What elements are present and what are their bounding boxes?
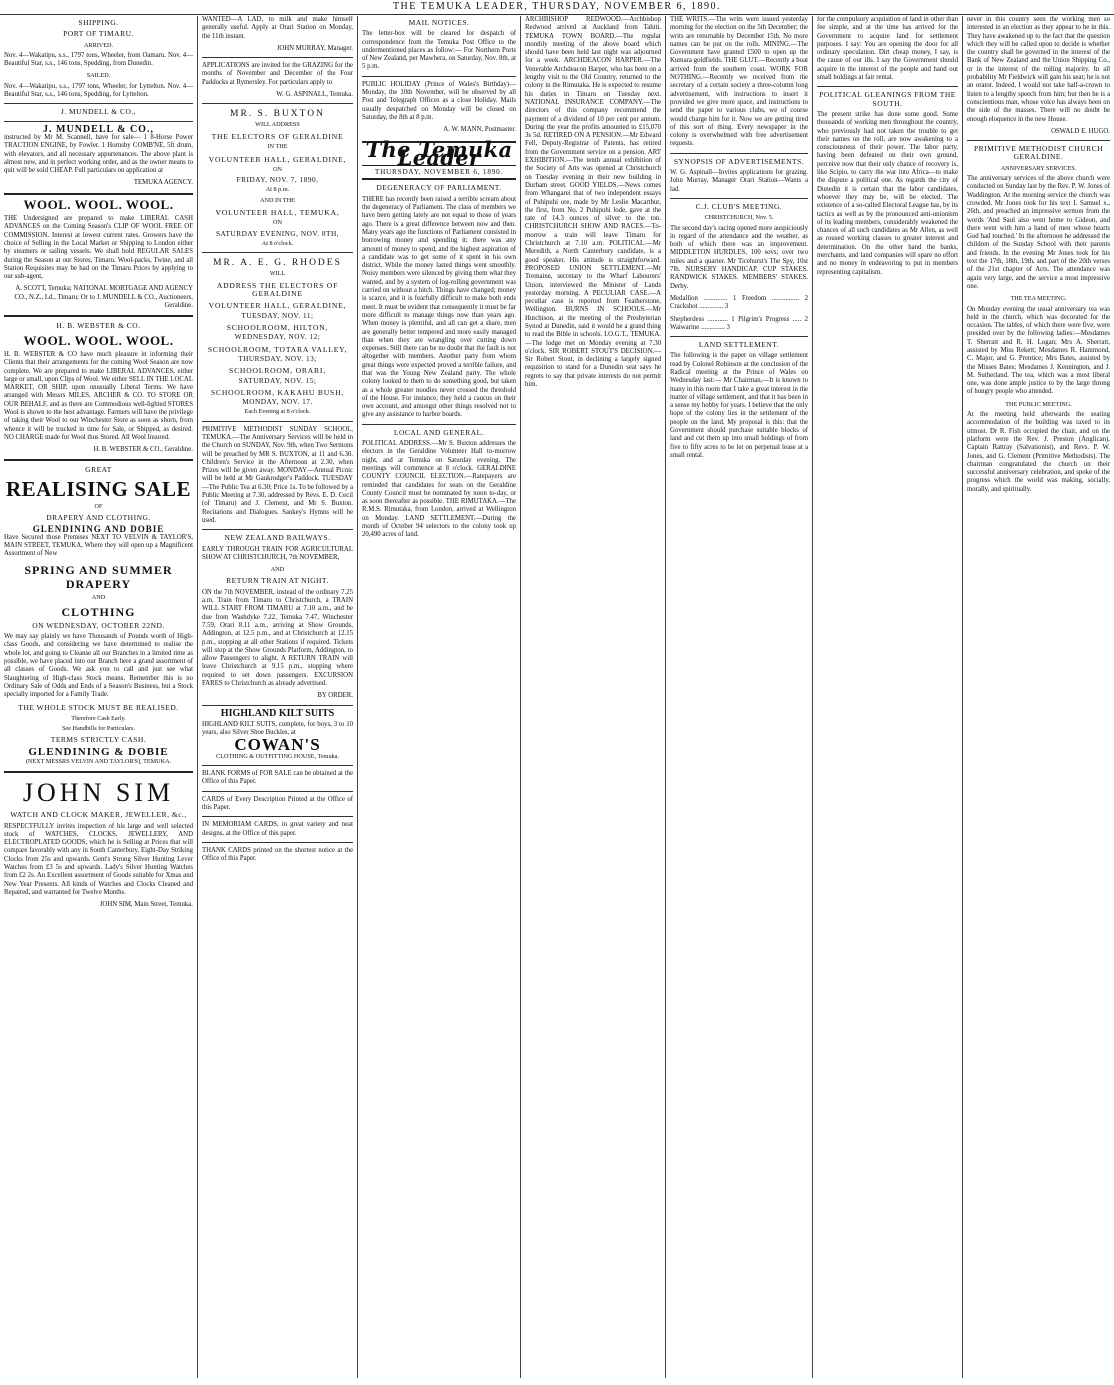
column-6: [812, 16, 962, 1378]
rhodes-will: WILL: [269, 269, 286, 277]
wool-agent-1: A. SCOTT, Temuka; NATIONAL MORTGAGE AND AGENCY CO., N.Z., Ld., Timaru; Or to J. MUNDELL & CO., Auctioneers, Geraldine.: [14, 285, 193, 310]
sale-great: GREAT: [85, 465, 112, 475]
rhodes-venue-3: SCHOOLROOM, TOTARA VALLEY,: [207, 344, 348, 354]
newspaper-title: The Temuka Leader: [362, 141, 516, 167]
club-derby: Medallion .............. 1 Freedom ................ 2 Crackshot .............. 3: [670, 294, 808, 311]
rhodes-date-2: WEDNESDAY, NOV. 12;: [234, 332, 321, 342]
rhodes-date-1: TUESDAY, NOV. 11;: [241, 310, 314, 320]
sale-date: ON WEDNESDAY, OCTOBER 22ND.: [32, 620, 165, 630]
editorial-text: THERE has recently been raised a terrible scream about the degeneracy of Parliament. The class of members we have been getting lately are not equal to those of years ago. There is a great difference between now and then. Many years ago the functions of Parliament consisted in borrowing money and spending it; there was any amount of money to spend, and the highest aspiration of a candidate was to get some of it spent in his own district. While the money lasted things went smoothly. Noisy members were silenced by giving them what they wanted, and by a system of log-rolling government was carried on without a hitch. Things have changed; money is scarce, and it is fearfully difficult to make both ends meet. It must be evident that consequently it must be far more difficult to manage things now than years ago. When money is plentiful, and all can get a share, men are generally better tempered and more easily managed than when they are wrangling over cutting down expenses. Still there can be no doubt that the fault is not altogether with members. Another party from whom great things were expected proved a terrible failure, and that was the Young New Zealand party. The whole colony looked to them to do something good, but taken as a whole greater noodles never crossed the threshold of the House. For instance, they held a caucus on their own account, and amongst other things resolved not to give any assistance to harbor boards.: [362, 195, 516, 419]
arrived-label: ARRIVED.: [83, 41, 114, 49]
column-7: [962, 16, 1114, 1378]
buxton-electors: THE ELECTORS OF GERALDINE: [211, 131, 344, 141]
rhodes-date-4: SATURDAY, NOV. 15;: [238, 375, 317, 385]
divider: [817, 86, 958, 87]
rhodes-date-3: THURSDAY, NOV. 13;: [238, 353, 317, 363]
gleanings-heading: POLITICAL GLEANINGS FROM THE SOUTH.: [819, 90, 956, 108]
divider: [202, 57, 353, 58]
buxton-venue-1: VOLUNTEER HALL, GERALDINE,: [208, 154, 347, 164]
church-text: The anniversary services of the above church were conducted on Sunday last by the Rev. P. W. Jones of Waddington. At the morning service the church was crowded. Mr Jones took for his text I. Samuel x., 26th, and preached an impressive sermon from the words 'And Saul also went home to Gideon, and there went with him a band of men whose hearts God had touched.' In the afternoon he addressed the children of the Sunday School with their parents and friends. In the evening Mr Jones took for his text the 17th, 18th, 19th, and part of the 20th verses of the 21st chapter of Acts. The attendance was again very large, and the service a most impressive one.: [967, 175, 1110, 290]
church-heading: PRIMITIVE METHODIST CHURCH GERALDINE.: [973, 144, 1104, 162]
divider: [362, 76, 516, 77]
divider: [967, 140, 1110, 141]
small-ad-2: CARDS of Every Description Printed at the Office of this Paper.: [202, 795, 353, 811]
sale-of: OF: [94, 502, 103, 510]
mail-text: The letter-box will be cleared for despatch of correspondence from the Temuka Post Office to the undermentioned places as follow:— For Northern Ports of New Zealand, per Mawhera, on Saturday, Nov. 8th, at 5 p.m.: [362, 30, 516, 71]
gleanings-text: The present strike has done some good. Some thousands of working men throughout the country, who previously had not taken the trouble to get their names on the roll, are now awakening to a consciousness of their power. The labor party, having been defeated on their own ground, perceive now that their only chance of recovery is, like Scipio, to carry the war into Africa—to make the dispute a political one. As regards the city of Dunedin it is certain that the labor candidates, whoever they may be, will be elected. The existence of a so-called Electoral League has, by its tactics as well as by the pronounced anti-unionism of its leading members, considerably weakened the chances of all such candidates as Mr Allen, as well as roused working classes to greater interest and determination. On the other hand the banks, merchants, and land companies will spare no effort and no money in endeavoring to put in members representing capitalism.: [817, 110, 958, 276]
small-ad-1: BLANK FORMS of FOR SALE can be obtained at the Office of this Paper.: [202, 770, 353, 786]
rhodes-date-5: MONDAY, NOV. 17.: [242, 397, 313, 407]
church-sub: ANNIVERSARY SERVICES.: [1000, 164, 1077, 172]
sale-subtitle: DRAPERY AND CLOTHING.: [46, 513, 151, 523]
divider: [670, 153, 808, 154]
sale-handbills: See Handbills for Particulars.: [62, 725, 135, 733]
railways-title: EARLY THROUGH TRAIN FOR AGRICULTURAL SHOW AT CHRISTCHURCH, 7th NOVEMBER,: [202, 545, 353, 561]
buxton-time-1: At 8 p.m.: [265, 186, 290, 194]
sale-firm: GLENDINING AND DOBIE: [32, 524, 165, 535]
mail-heading: MAIL NOTICES.: [408, 18, 470, 27]
writs-text: THE WRITS.—The writs were issued yesterday morning for the election on the 5th December; the writs are returnable by December 15th. No more names can be put on the rolls. MINING.—The Government have granted £500 to open up the Kumara goldfields. THE GLUT.—Recently a boat arrived from the southern coast. WORK FOR NOTHING.—Recently we received from the secretary of a certain society a three-column long advertisement, with instructions to insert it provided we give more space, and instructions to send the paper to various clubs, we of course would charge him for it. Now we are getting tired of this sort of thing. Every newspaper in the colony is overwhelmed with free advertisement requests.: [670, 16, 808, 148]
rhodes-foot: Each Evening at 8 o'clock.: [244, 408, 311, 416]
cowans-name: COWAN'S: [234, 735, 321, 755]
column-3: [357, 16, 520, 1378]
sim-line: WATCH AND CLOCK MAKER, JEWELLER, &c.,: [10, 810, 187, 820]
editorial-heading: DEGENERACY OF PARLIAMENT.: [376, 183, 502, 193]
railways-heading: NEW ZEALAND RAILWAYS.: [224, 533, 331, 543]
wanted-signature: JOHN MURRAY, Manager.: [276, 44, 353, 52]
webster-signature: H. B. WEBSTER & CO., Geraldine.: [93, 446, 193, 454]
buxton-date-1: FRIDAY, NOV. 7, 1890,: [236, 175, 319, 185]
club-sub: CHRISTCHURCH, Nov. 5.: [704, 214, 774, 222]
divider: [670, 336, 808, 337]
club-stakes: Shepherdess ............ 1 Pilgrim's Progress ..... 2 Waiwarine .............. 3: [670, 315, 808, 331]
mundell-heading: J. MUNDELL & CO.,: [60, 107, 137, 117]
divider: [202, 816, 353, 817]
divider: [202, 791, 353, 792]
wool-heading-2: WOOL. WOOL. WOOL.: [23, 332, 174, 348]
sim-name: JOHN SIM: [22, 778, 175, 808]
sale-terms: TERMS STRICTLY CASH.: [50, 735, 147, 745]
small-ad-3: IN MEMORIAM CARDS, in great variety and neat designs, at the Office of this paper.: [202, 821, 353, 837]
divider: [202, 529, 353, 530]
applications-text: APPLICATIONS are invited for the GRAZING for the months of November and December of the Four Paddocks at Rymersley. For particulars apply to: [202, 62, 353, 86]
sailed-text: Nov. 4—Wakatipu, s.s., 1797 tons, Wheeler, for Lyttelton. Nov. 4—Beautiful Star, s.s., 146 tons, Spedding, for Lyttelton.: [4, 82, 193, 99]
sale-and: AND: [91, 593, 106, 601]
sale-firm-2: GLENDINING & DOBIE: [28, 745, 169, 758]
railways-and: AND: [270, 566, 285, 574]
kilt-text: HIGHLAND KILT SUITS, complete, for boys, 3 to 10 years, also Silver Shoe Buckles, at: [202, 720, 353, 737]
gleanings-signature: OSWALD E. HUGO.: [1051, 127, 1110, 135]
buxton-on-2: ON: [273, 219, 282, 227]
tea-text: On Monday evening the usual anniversary tea was held in the church, which was decorated for the occasion. The tables, of which there were five, were presided over by the following ladies:—Mesdames T. Sherratt and R. H. Logan; Mrs A. Sherratt, assisted by Miss Rekett; Mesdames R. Hammond, C. Major, and G. Prentice; Mrs Bates, assisted by the Misses Bates; Mesdames J. Kennington, and J. M. Sutherland. The tea, which was a most liberal one, was done ample justice to by the large throng of hungry people who attended.: [967, 305, 1110, 396]
divider: [4, 459, 193, 461]
mundell-signature: TEMUKA AGENCY.: [133, 179, 193, 187]
land-heading: LAND SETTLEMENT.: [698, 340, 780, 350]
small-ad-4: THANK CARDS printed on the shortest notice at the Office of this Paper.: [202, 846, 353, 863]
buxton-on-1: ON: [273, 165, 282, 173]
railways-text: ON the 7th NOVEMBER, instead of the ordinary 7.25 a.m. Train from Timaru to Christchurch, a TRAIN WILL START FROM TIMARU at 7.10 a.m., and be due from Washdyke 7.22, Temuka 7.47, Winchester 7.59, Orari 8.11 a.m., arriving at Show Grounds, Addington, at 12.5 p.m., and at Christchurch at 12.15 p.m., stopping at all other Stations if required. Tickets will stop at the Show Grounds Platform, Addington, to allow Passengers to alight. A RETURN TRAIN will leave Christchurch at 9.15 p.m., stopping where required to set down passengers. EXCURSION FARES to Christchurch as already advertised.: [202, 588, 353, 687]
page-header: THE TEMUKA LEADER, THURSDAY, NOVEMBER 6, 1890.: [0, 0, 1114, 15]
sim-signature: JOHN SIM, Main Street, Temuka.: [99, 901, 193, 909]
column-4: [520, 16, 665, 1378]
buxton-time-2: At 8 o'clock.: [261, 239, 294, 247]
land-text: The following is the paper on village settlement read by Colonel Robinson at the conclusion of the Radical meeting at the Prince of Wales on Wednesday last:— Mr Chairman,—It is known to many in this room that I take a great interest in the matter of village settlement, and that it has been in a sense my hobby for years. I believe that the only hope of the colony lies in the settlement of the people on the land. My proposal is this: that the Government should purchase suitable blocks of land and cut them up into small holdings of from five to fifty acres to be let on perpetual lease at a small rental.: [670, 352, 808, 459]
buxton-venue-2: VOLUNTEER HALL, TEMUKA,: [215, 208, 340, 218]
shipping-heading: SHIPPING.: [78, 18, 119, 27]
rhodes-venue-5: SCHOOLROOM, KAKAHU BUSH,: [210, 387, 345, 397]
column-1: [0, 16, 197, 1378]
wool-text-1: THE Undersigned are prepared to make LIBERAL CASH ADVANCES on the Coming Season's CLIP OF WOOL FREE OF COMMISSION. Interest at lowest current rates. Growers have the choice of Selling in the Local Market or Shipping to London either by steamers or sailing vessels. We shall hold REGULAR SALES during the Season at our Stores, Timaru. Wool-packs, Twine, and all Station Requisites may be had on the Timaru Prices by applying to our sub-agent,: [4, 215, 193, 281]
column-5: [665, 16, 812, 1378]
buxton-speaker: MR. S. BUXTON: [230, 109, 325, 120]
sailed-label: SAILED.: [86, 72, 111, 80]
mundell-title: J. MUNDELL & CO.,: [43, 123, 154, 135]
divider: [202, 842, 353, 843]
local-news-text: ARCHBISHOP REDWOOD.—Archbishop Redwood arrived at Auckland from Tahiti. TEMUKA TOWN BOARD.—The regular monthly meeting of the above board which should have been held last night was adjourned for a week. ARCHDEACON HARPER.—The Venerable Archdeacon Harper, who has been on a lengthy visit to the Old Country, returned to the colony in the Rimutaka. He is expected to resume his duties in Timaru on Tuesday next. NATIONAL INSURANCE COMPANY.—The directors of this company recommend the payment of a dividend of 10 per cent per annum. During the year the profits amounted to £15,070 3s 5d. RETIRED ON A PENSION.—Mr Edward Fell, Deputy-Registrar of Patents, has retired from the Government service on a pension. ART EXHIBITION.—The tenth annual exhibition of the Society of Arts was opened at Christchurch on Tuesday evening in their new building in Durham street. GOOD YIELDS.—News comes from Whangarei that of two independent essays of Puhipuhi ore, made by Mr Leslie Macarthur, the first, from No. 2 Puhipuhi lode, gave at the rate of 14.3 ounces of silver to the ton. CHRISTCHURCH SHOW AND RACES.—To-morrow a train will leave Timaru for Christchurch at 7.10 a.m. POLITICAL.—Mr Meredith, a North Canterbury candidate, is a good speaker. His attitude is straightforward. PROPOSED UNION SETTLEMENT.—Mr Tremaine, secretary to the Wharf Labourers' Union, interviewed the Minister of Lands yesterday morning. A PECULIAR CASE.—A peculiar case is reported from Featherstone, Wellington. BURNS IN SCHOOLS.—Mr Hutchison, at the meeting of the Presbyterian Synod at Dunedin, said it would be a grand thing to read the Bible in schools. I.O.G.T., TEMUKA.—The lodge met on Monday evening at 7.30 o'clock. SIR ROBERT STOUT'S DECISION.—Sir Robert Stout, in declining a largely signed requisition to stand for a Dunedin seat says he regrets to say that private interests do not permit him.: [525, 16, 661, 389]
arrived-text: Nov. 4—Wakatipu, s.s., 1797 tons, Wheeler, from Oamaru. Nov. 4—Beautiful Star, s.s., 146 tons, Spedding, from Dunedin.: [4, 51, 193, 68]
sale-text: Have Secured those Premises NEXT TO VELVIN & TAYLOR'S, MAIN STREET, TEMUKA, Where they will open up a Magnificent Assortment of New: [4, 533, 193, 558]
divider: [202, 252, 353, 253]
sale-spring: SPRING AND SUMMER DRAPERY: [24, 562, 173, 591]
divider: [4, 103, 193, 104]
buxton-in-the: IN THE: [267, 143, 288, 151]
applications-signature: W. G. ASPINALL, Temuka.: [276, 91, 353, 99]
gleanings-continued-text: never in this country seen the working men so interested in an election as they appear to be in this. They have awakened up to the fact that the question which they will be called upon to decide is whether the country shall be governed in the interest of the Bank of New Zealand and the Union Shipping Co., or in the interest of the toiling majority. In all probability Mr Fieldwick will gain his seat; he is not an orator. Indeed, I would not take half-a-crown to listen to a lengthy speech from him; but then he is a conscientious man, whose voice has always been on the side of the masses. There will no doubt be enough eloquence in the new House.: [967, 16, 1110, 123]
local-heading: LOCAL AND GENERAL.: [393, 427, 485, 437]
club-text: The second day's racing opened more auspiciously in regard of the attendance and the weather, as both of which there was an improvement. MIDDLETON HURDLES, 100 sovs; over two miles and a quarter. Mr Ticehurst's The Spy, 10st 7lb. NURSERY HANDICAP. CUP STAKES. RANDWICK STAKES. MEMBERS' STAKES. Derby.: [670, 224, 808, 290]
public-text: At the meeting held afterwards the seating accommodation of the building was taxed to its utmost. Dr R. Fish occupied the chair, and on the platform were the Rev. J. Preston (Anglican), Captain Rattray (Salvationist), and Revs. P. W. Jones, and G. Clement (Primitive Methodists). The chairman congratulated the church on their successful anniversary celebration, and spoke of the progress which the world was making, socially, morally, and spiritually.: [967, 411, 1110, 493]
railways-return: RETURN TRAIN AT NIGHT.: [226, 576, 329, 586]
shipping-port: PORT OF TIMARU.: [63, 29, 134, 39]
holiday-signature: A. W. MANN, Postmaster.: [443, 126, 516, 134]
rhodes-address: ADDRESS THE ELECTORS OF GERALDINE: [216, 280, 339, 299]
divider: [4, 193, 193, 195]
newspaper-date: THURSDAY, NOVEMBER 6, 1890.: [362, 168, 516, 180]
methodist-notice: PRIMITIVE METHODIST SUNDAY SCHOOL, TEMUKA.—The Anniversary Services will be held in the Church on SUNDAY, Nov. 9th, when Two Sermons will be preached by MR S. BUXTON, at 11 and 6.30. Children's Service in the Afternoon at 2.30, when Prizes will be given away. MONDAY—Annual Picnic will be held at Mr Gaukrodger's Paddock. TUESDAY—The Public Tea at 6.30; Price 1s. To be followed by a Public Meeting at 7.30, addressed by Revs. E. D. Cecil (of Timaru) and J. Clement, and Mr S. Buxton. Recitations and Dialogues. Sankey's Hymns will be used.: [202, 425, 353, 524]
wool-heading-1: WOOL. WOOL. WOOL.: [23, 196, 174, 212]
rhodes-speaker: MR. A. E. G. RHODES: [213, 258, 342, 269]
club-heading: C.J. CLUB'S MEETING.: [695, 201, 783, 211]
public-heading: THE PUBLIC MEETING.: [1005, 400, 1072, 408]
divider: [202, 421, 353, 422]
sim-text: RESPECTFULLY invites inspection of his large and well selected stock of WATCHES, CLOCKS, JEWELLERY, AND ELECTROPLATED GOODS, which he is Selling at Prices that will compare favorably with any in South Canterbury. Eight-Day Striking Clocks from 25s and upwards. Gent's Strong Silver Hunting Lever Watches from £3 5s and upwards. Lady's Silver Hunting Watches from £2 2s. An Excellent assortment of Goods suitable for Xmas and New Year Presents. All kinds of Watches and Clocks Cleaned and Repaired, and warranted for Twelve Months.: [4, 822, 193, 896]
kilt-heading: HIGHLAND KILT SUITS: [220, 707, 335, 719]
railways-signature: BY ORDER.: [317, 692, 353, 700]
rhodes-venue-2: SCHOOLROOM, HILTON,: [226, 323, 329, 333]
buxton-will: WILL ADDRESS: [255, 120, 300, 128]
rhodes-venue-4: SCHOOLROOM, ORARI,: [229, 366, 326, 376]
divider: [362, 424, 516, 425]
holiday-text: PUBLIC HOLIDAY (Prince of Wales's Birthday)—Monday, the 10th November, will be observed by all Post and Telegraph Offices as a close Holiday. Mails usually despatched on Monday will be closed on Saturday, the 8th at 8 p.m.: [362, 80, 516, 121]
buxton-and-in: AND IN THE: [260, 196, 295, 204]
divider: [202, 765, 353, 766]
sale-text-2: We may say plainly we have Thousands of Pounds worth of High-class Goods, and considering we have determined to realise the whole lot, and going to Cleanse all our Branches in a limited time as possible, we have placed into our Branch here a grand assortment of all classes of Goods. We ask you to call and just see what Slaughtering of High-class Stock means. Remember this is no Ordinary Sale of Odds and Ends of a Season's Business, but a Stock specially imported for a Family Trade.: [4, 633, 193, 699]
divider: [670, 198, 808, 199]
wanted-text: WANTED—A LAD, to milk and make himself generally useful. Apply at Orari Station on Monday, the 11th instant.: [202, 16, 353, 40]
synopsis-text: W. G. Aspinall—Invites applications for grazing. John Murray, Manager Orari Station—Wants a lad.: [670, 169, 808, 193]
local-text: POLITICAL ADDRESS.—Mr S. Buxton addresses the electors in the Geraldine Volunteer Hall to-morrow night, and at Temuka on Saturday evening. The meetings will commence at 8 o'clock. GERALDINE COUNTY COUNCIL ELECTION.—Ratepayers are reminded that candidates for seats on the Geraldine County Council must be nominated by noon to-day, or as soon thereafter as possible. THE RIMUTAKA.—The R.M.S. Rimutaka, from London, arrived at Wellington on Monday. LAND SETTLEMENT.—During the month of October 94 selectors to the colony took up 20,490 acres of land.: [362, 440, 516, 539]
sale-title: REALISING SALE: [6, 476, 191, 501]
sale-cash: Therefore Cash Early.: [71, 714, 126, 722]
divider: [202, 705, 353, 706]
divider: [4, 771, 193, 773]
divider: [4, 315, 193, 317]
mundell-text: instructed by Mr M. Scannell, have for sale— 1 8-Horse Power TRACTION ENGINE, by Fowler. 1 Hornsby COMB'NE, 5ft drum, with elevators, and all necessary appurtenances. The above plant is almost new, and in perfect working order, and as the owner means to quit will be sold CHEAP. Full particulars on application at: [4, 133, 193, 175]
divider: [4, 121, 193, 122]
webster-firm: H. B. WEBSTER & CO.: [56, 321, 141, 331]
synopsis-heading: SYNOPSIS OF ADVERTISEMENTS.: [673, 156, 805, 166]
land-continued-text: for the compulsory acquisition of land in other than fee simple, and at the time has arrived for the Government to acquire land for settlement purposes. I say: You are opening the door for all ordinary speculation. Dirt cheap money, I say, is the cause of our ills. I say the Government should acquire in the interest of the people and hand out small holdings at fair rental.: [817, 16, 958, 82]
sale-whole: THE WHOLE STOCK MUST BE REALISED.: [18, 702, 179, 712]
buxton-date-2: SATURDAY EVENING, NOV. 8TH,: [215, 228, 340, 238]
divider: [202, 103, 353, 104]
wool-text-2: H. B. WEBSTER & CO have much pleasure in informing their Clients that their arrangements for the coming Wool Season are now complete. We are prepared to make LIBERAL ADVANCES, either large or small, upon Clips of Wool. We either SELL IN THE LOCAL MARKET, OR SHIP, upon unusually Liberal Terms. We have arranged with Messrs MILES, ARCHER & CO. TO STORE OR OUR BEHALF, and as there are Commodious well-lighted STORES Wool is shown to the best advantage. Farmers will have the privilege of taking their Wool to our Winchester Store as soon as shorn, from whence it will be trucked in time for Sale, or Shipped, as desired. NO CHARGE made for Wool thus Stored. All Wool Insured.: [4, 350, 193, 441]
sale-clothing: CLOTHING: [61, 604, 136, 619]
rhodes-venue-1: VOLUNTEER HALL, GERALDINE,: [208, 301, 347, 311]
cowans-sub: CLOTHING & OUTFITTING HOUSE, Temuka.: [216, 752, 339, 760]
column-2: [197, 16, 357, 1378]
sale-firm-sub: (NEXT MESSRS VELVIN AND TAYLOR'S), TEMUKA.: [25, 758, 172, 765]
tea-heading: THE TEA MEETING.: [1010, 295, 1067, 303]
